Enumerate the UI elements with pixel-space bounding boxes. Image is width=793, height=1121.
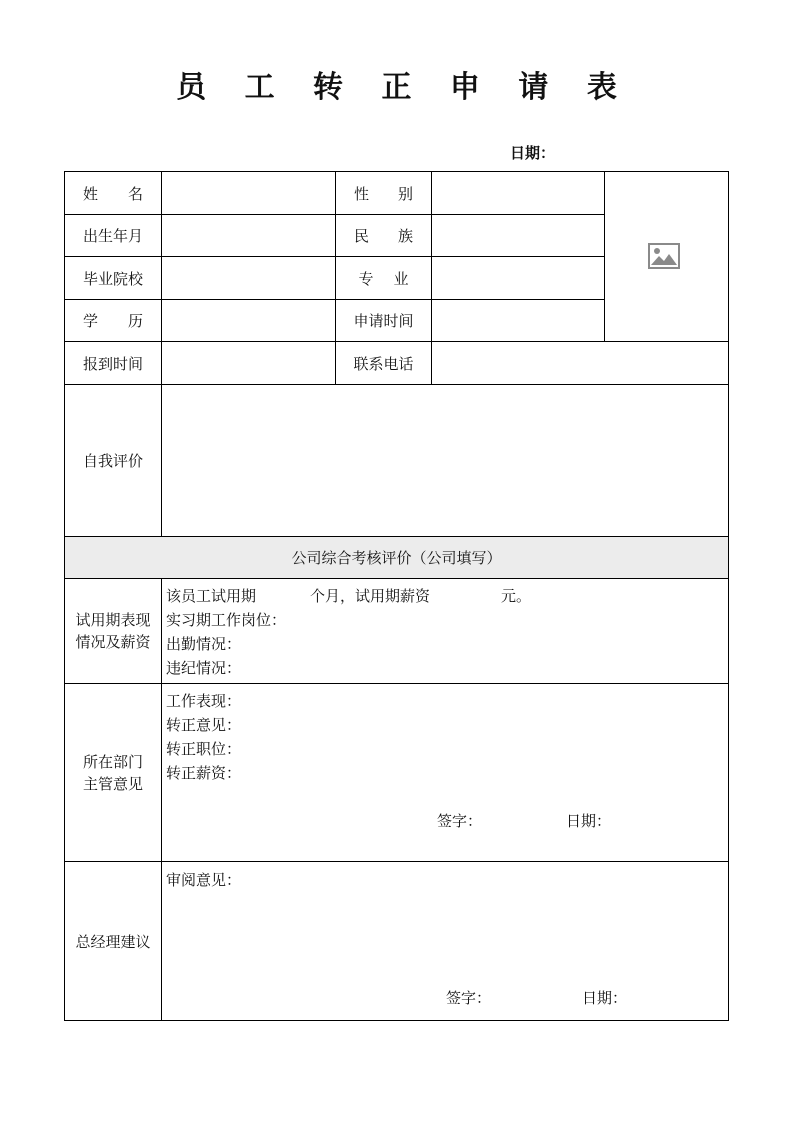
gender-label: 性 别 xyxy=(335,171,432,215)
self-eval-label: 自我评价 xyxy=(64,384,162,537)
probation-period-text: 该员工试用期 xyxy=(166,587,257,605)
self-eval-field[interactable] xyxy=(161,384,729,537)
name-field[interactable] xyxy=(161,171,336,215)
gm-advice-label: 总经理建议 xyxy=(64,861,162,1021)
major-label: 专 业 xyxy=(335,256,432,300)
probation-label: 试用期表现 情况及薪资 xyxy=(64,578,162,684)
birth-field[interactable] xyxy=(161,214,336,257)
apply-time-label: 申请时间 xyxy=(335,299,432,342)
apply-time-field[interactable] xyxy=(431,299,605,342)
phone-label: 联系电话 xyxy=(335,341,432,385)
school-field[interactable] xyxy=(161,256,336,300)
work-performance-label: 工作表现： xyxy=(166,692,242,710)
phone-field[interactable] xyxy=(431,341,729,385)
probation-salary-text: 个月，试用期薪资 xyxy=(310,587,431,605)
review-opinion-label: 审阅意见： xyxy=(166,871,242,889)
probation-unit-text: 元。 xyxy=(501,587,532,605)
gender-field[interactable] xyxy=(431,171,605,215)
gm-sign-label: 签字： xyxy=(446,989,492,1007)
report-time-label: 报到时间 xyxy=(64,341,162,385)
discipline-label: 违纪情况： xyxy=(166,659,242,677)
regularization-opinion-label: 转正意见： xyxy=(166,716,242,734)
dept-opinion-label: 所在部门 主管意见 xyxy=(64,683,162,862)
regularization-salary-label: 转正薪资： xyxy=(166,764,242,782)
education-field[interactable] xyxy=(161,299,336,342)
attendance-label: 出勤情况： xyxy=(166,635,242,653)
regularization-position-label: 转正职位： xyxy=(166,740,242,758)
ethnicity-field[interactable] xyxy=(431,214,605,257)
education-label: 学 历 xyxy=(64,299,162,342)
birth-label: 出生年月 xyxy=(64,214,162,257)
major-field[interactable] xyxy=(431,256,605,300)
report-time-field[interactable] xyxy=(161,341,336,385)
dept-opinion-field[interactable] xyxy=(161,683,729,862)
ethnicity-label: 民 族 xyxy=(335,214,432,257)
gm-date-label: 日期： xyxy=(582,989,628,1007)
page-title: 员 工 转 正 申 请 表 xyxy=(176,70,631,105)
image-placeholder-icon xyxy=(648,243,680,269)
name-label: 姓 名 xyxy=(64,171,162,215)
intern-position-label: 实习期工作岗位： xyxy=(166,611,287,629)
company-section-header: 公司综合考核评价（公司填写） xyxy=(64,536,729,579)
dept-date-label: 日期： xyxy=(566,812,612,830)
gm-advice-field[interactable] xyxy=(161,861,729,1021)
dept-sign-label: 签字： xyxy=(437,812,483,830)
date-label: 日期： xyxy=(510,144,556,162)
school-label: 毕业院校 xyxy=(64,256,162,300)
